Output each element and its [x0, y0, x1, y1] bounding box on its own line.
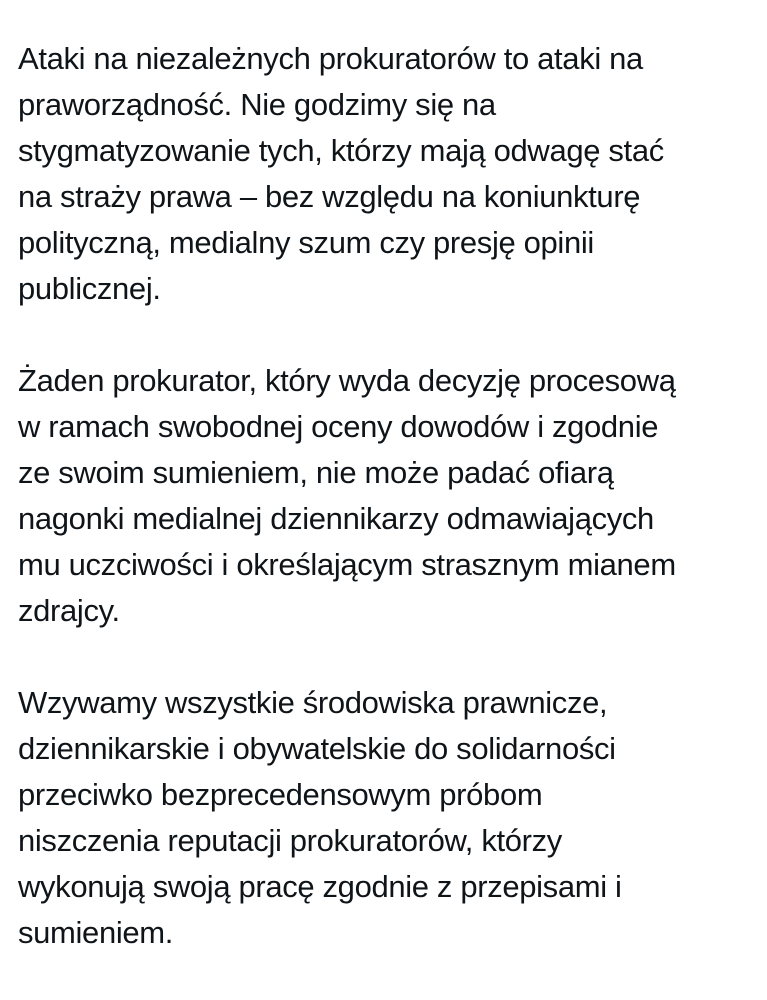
post-line: przeciwko bezprecedensowym próbom [18, 777, 543, 812]
post-text [18, 36, 763, 956]
post-line: publicznej. [18, 271, 161, 306]
post-paragraph-2 [18, 358, 763, 634]
post-line: ze swoim sumieniem, nie może padać ofiarą [18, 455, 614, 490]
post-line: w ramach swobodnej oceny dowodów i zgodnie [18, 409, 659, 444]
post-line: Żaden prokurator, który wyda decyzję procesową [18, 363, 676, 398]
post-line: praworządność. Nie godzimy się na [18, 87, 496, 122]
post-line: sumieniem. [18, 915, 173, 950]
post-line: zdrajcy. [18, 593, 120, 628]
post-line: Wzywamy wszystkie środowiska prawnicze, [18, 685, 608, 720]
post-line: Ataki na niezależnych prokuratorów to ataki na [18, 41, 643, 76]
post-paragraph-1 [18, 36, 763, 312]
post-line: mu uczciwości i określającym strasznym mianem [18, 547, 676, 582]
post-line: dziennikarskie i obywatelskie do solidarności [18, 731, 616, 766]
post-line: nagonki medialnej dziennikarzy odmawiających [18, 501, 654, 536]
post-line: niszczenia reputacji prokuratorów, którzy [18, 823, 562, 858]
post-paragraph-3 [18, 680, 763, 956]
post-line: polityczną, medialny szum czy presję opinii [18, 225, 594, 260]
post-line: na straży prawa – bez względu na koniunkturę [18, 179, 641, 214]
post-line: stygmatyzowanie tych, którzy mają odwagę stać [18, 133, 664, 168]
post-line: wykonują swoją pracę zgodnie z przepisami i [18, 869, 622, 904]
